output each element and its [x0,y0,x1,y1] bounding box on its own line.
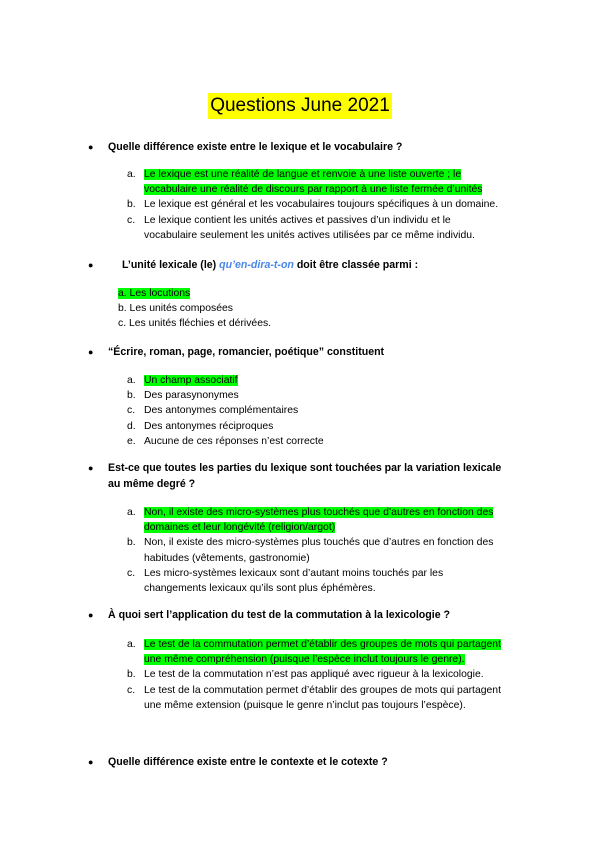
question-2-term: qu’en-dira-t-on [219,259,294,271]
option-1c-line2: vocabulaire seulement les unités actives utilisées par ce même individu. [144,229,475,241]
option-4c: c. Les micro-systèmes lexicaux sont d’autant moins touchés par les changements lexicaux qu’ils sont plus éphémères. [127,567,444,595]
question-2-options [118,286,271,331]
question-1-text: Quelle différence existe entre le lexique et le vocabulaire ? [108,141,403,153]
page-title: Questions June 2021 [208,93,392,119]
bullet-icon: ● [88,463,94,473]
question-2 [80,257,540,273]
option-2a: a. Les locutions [118,288,191,299]
option-1a-line2: vocabulaire une réalité de discours par rapport à une liste fermée d’unités [144,184,483,196]
question-4-line2: au même degré ? [108,478,196,490]
question-5-options [124,637,544,713]
option-1a: a. Le lexique est une réalité de langue et renvoie à une liste ouverte ; le vocabulaire une réalité de discours par rapport à une liste fermée d’unités [127,169,483,196]
bullet-icon: ● [88,142,94,152]
option-3c: c. Des antonymes complémentaires [127,405,299,417]
bullet-icon: ● [88,260,94,270]
question-5 [80,607,540,623]
option-2c: c. Les unités fléchies et dérivées. [118,318,272,329]
option-4b: b. Non, il existe des micro-systèmes plus touchés que d’autres en fonction des habitudes (vêtements, gastronomie) [127,537,494,564]
option-3b: b. Des parasynonymes [127,390,239,402]
question-3-text: “Écrire, roman, page, romancier, poétique” constituent [108,346,385,358]
bullet-icon: ● [88,610,94,620]
option-3a: a. Un champ associatif [127,375,238,386]
question-3 [80,344,540,360]
option-5c: c. Le test de la commutation permet d’établir des groupes de mots qui partagent une même extension (puisque le genre n’inclut pas toujours l’espèce). [127,684,501,711]
title-wrap [0,93,600,119]
option-1c-line1: Le lexique contient les unités actives et passives d’un individu et le [144,214,451,226]
option-1c: c. Le lexique contient les unités actives et passives d’un individu et le vocabulaire seulement les unités actives utilisées par ce même individu. [127,214,475,241]
question-6-text: Quelle différence existe entre le contexte et le cotexte ? [108,756,388,768]
option-1b-line1: Le lexique est général et les vocabulaires toujours spécifiques à un domaine. [144,199,499,211]
option-3e: e. Aucune de ces réponses n’est correcte [127,435,324,447]
bullet-icon: ● [88,757,94,767]
option-2b: b. Les unités composées [118,303,233,314]
option-4a: a. Non, il existe des micro-systèmes plus touchés que d’autres en fonction des domaines et leur longévité (religion/argot) [127,507,494,534]
question-4-line1: Est-ce que toutes les parties du lexique sont touchées par la variation lexicale [108,462,502,474]
question-3-options [124,373,544,449]
question-5-text: À quoi sert l’application du test de la commutation à la lexicologie ? [108,609,451,621]
question-2-text: L’unité lexicale (le) qu’en-dira-t-on doit être classée parmi : [122,259,419,271]
question-1-options [124,167,544,243]
question-6 [80,754,540,770]
option-3d: d. Des antonymes réciproques [127,420,274,432]
option-1a-line1: Le lexique est une réalité de langue et renvoie à une liste ouverte ; le [144,169,462,180]
question-4 [80,460,540,492]
question-4-options [124,505,544,596]
option-5b: b. Le test de la commutation n’est pas appliqué avec rigueur à la lexicologie. [127,669,484,681]
bullet-icon: ● [88,347,94,357]
question-1 [80,139,540,155]
option-5a: a. Le test de la commutation permet d’établir des groupes de mots qui partagent une même compréhension (puisque l’espèce inclut toujours le genre). [127,639,501,666]
option-1b: b. Le lexique est général et les vocabulaires toujours spécifiques à un domaine. [127,199,499,211]
